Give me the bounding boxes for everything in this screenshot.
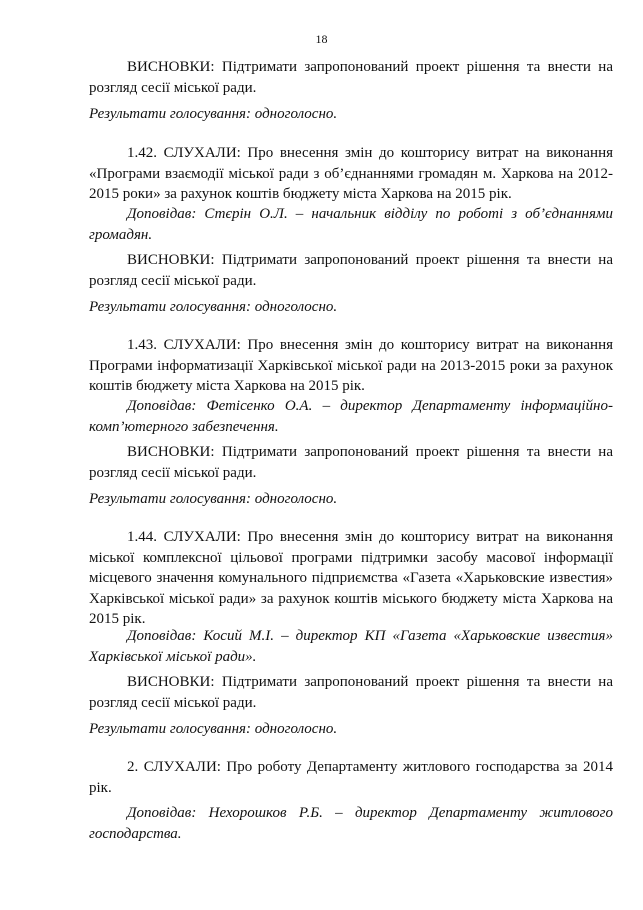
voting-result: Результати голосування: одноголосно. xyxy=(89,299,338,315)
voting-result: Результати голосування: одноголосно. xyxy=(89,106,338,122)
page-number: 18 xyxy=(315,32,328,46)
conclusion-text: ВИСНОВКИ: Підтримати запропонований проект рішення та внести на розгляд сесії міської ради. xyxy=(89,59,613,96)
heard-item-2: 2. СЛУХАЛИ: Про роботу Департаменту житлового господарства за 2014 рік. xyxy=(89,759,613,796)
conclusion-text: ВИСНОВКИ: Підтримати запропонований проект рішення та внести на розгляд сесії міської ради. xyxy=(89,252,613,289)
speaker-text: Доповідав: Косий М.І. – директор КП «Газета «Харьковские известия» Харківської міської ради». xyxy=(89,628,613,665)
conclusion-text: ВИСНОВКИ: Підтримати запропонований проект рішення та внести на розгляд сесії міської ради. xyxy=(89,444,613,481)
speaker-text: Доповідав: Фетісенко О.А. – директор Департаменту інформаційно-комп’ютерного забезпечення. xyxy=(89,398,613,435)
voting-result: Результати голосування: одноголосно. xyxy=(89,721,338,737)
conclusion-text: ВИСНОВКИ: Підтримати запропонований проект рішення та внести на розгляд сесії міської ради. xyxy=(89,674,613,711)
heard-item-1-43: 1.43. СЛУХАЛИ: Про внесення змін до кошторису витрат на виконання Програми інформатизації Харківської міської ради на 2013-2015 роки за рахунок коштів бюджету міста Харкова на 2015 рік. xyxy=(89,337,613,394)
speaker-text: Доповідав: Нехорошков Р.Б. – директор Департаменту житлового господарства. xyxy=(89,805,613,842)
voting-result: Результати голосування: одноголосно. xyxy=(89,491,338,507)
speaker-text: Доповідав: Стєрін О.Л. – начальник відділу по роботі з об’єднаннями громадян. xyxy=(89,206,613,243)
heard-item-1-44: 1.44. СЛУХАЛИ: Про внесення змін до кошторису витрат на виконання міської комплексної цільової програми підтримки засобу масової інформації місцевого значення комунального підприємства «Газета «Харьковские известия» Харківської міської ради» за рахунок коштів міського бюджету міста Харкова на 2015 рік. xyxy=(89,529,613,627)
heard-item-1-42: 1.42. СЛУХАЛИ: Про внесення змін до кошторису витрат на виконання «Програми взаємодії міської ради з об’єднаннями громадян м. Харкова на 2012-2015 роки» за рахунок коштів бюджету міста Харкова на 2015 рік. xyxy=(89,145,613,202)
